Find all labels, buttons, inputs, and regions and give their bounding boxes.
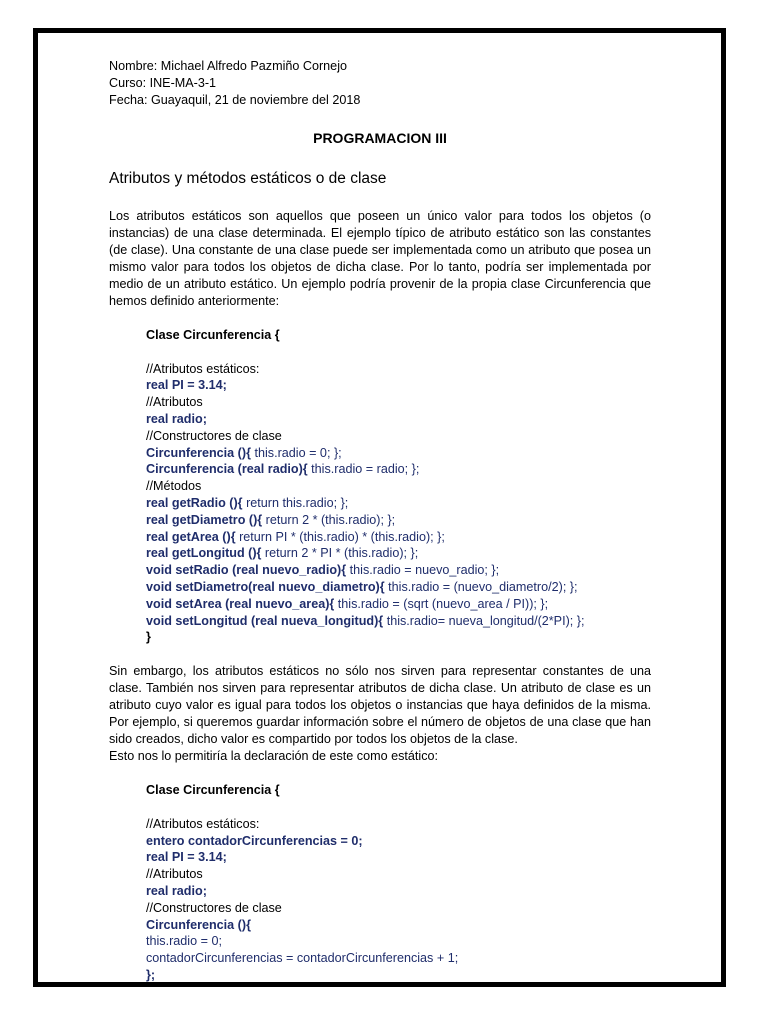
code1-comment-static: //Atributos estáticos: — [146, 361, 260, 376]
code1-line-pi: real PI = 3.14; — [146, 378, 227, 393]
student-name: Nombre: Michael Alfredo Pazmiño Cornejo — [109, 59, 347, 73]
code2-comment-attributes: //Atributos — [146, 867, 203, 882]
code1-line-ctor1: Circunferencia (){ this.radio = 0; }; — [146, 445, 342, 460]
code1-line-radio: real radio; — [146, 411, 207, 426]
code-block-1 — [146, 327, 651, 646]
code2-class-header: Clase Circunferencia { — [146, 783, 280, 798]
code2-line-radio: real radio; — [146, 883, 207, 898]
code1-comment-attributes: //Atributos — [146, 395, 203, 410]
code2-comment-static: //Atributos estáticos: — [146, 816, 260, 831]
code1-closing-brace: } — [146, 630, 151, 645]
code2-line-ctor-body1: this.radio = 0; — [146, 934, 222, 949]
section-title: Atributos y métodos estáticos o de clase — [109, 170, 387, 187]
document-title: PROGRAMACION III — [313, 130, 447, 146]
paragraph-static-attributes-last: Esto nos lo permitiría la declaración de este como estático: — [109, 749, 438, 764]
code1-line-getradio: real getRadio (){ return this.radio; }; — [146, 495, 349, 510]
paragraph-static-attributes — [109, 663, 651, 765]
code1-line-setradio: void setRadio (real nuevo_radio){ this.radio = nuevo_radio; }; — [146, 563, 500, 578]
header-block — [109, 58, 651, 109]
code1-line-getdiametro: real getDiametro (){ return 2 * (this.radio); }; — [146, 512, 396, 527]
code1-line-getarea: real getArea (){ return PI * (this.radio) * (this.radio); }; — [146, 529, 445, 544]
code1-line-setarea: void setArea (real nuevo_area){ this.radio = (sqrt (nuevo_area / PI)); }; — [146, 596, 549, 611]
code2-line-ctor-body2: contadorCircunferencias = contadorCircunferencias + 1; — [146, 951, 459, 966]
document-body — [109, 58, 651, 984]
code1-class-header: Clase Circunferencia { — [146, 328, 280, 342]
code1-line-setlongitud: void setLongitud (real nueva_longitud){ this.radio= nueva_longitud/(2*PI); }; — [146, 613, 585, 628]
code1-comment-constructors: //Constructores de clase — [146, 428, 282, 443]
paragraph-intro: Los atributos estáticos son aquellos que poseen un único valor para todos los objetos (o instancias) de una clase determinada. El ejemplo típico de atributo estático son las constantes (de clase). Una constante de una clase puede ser implementada como un atributo que posea un mismo valor para todos los objetos de dicha clase. Por lo tanto, podría ser implementada por medio de un atributo estático. Un ejemplo podría provenir de la propia clase Circunferencia que hemos definido anteriormente: — [109, 209, 651, 308]
code1-line-setdiametro: void setDiametro(real nuevo_diametro){ this.radio = (nuevo_diametro/2); }; — [146, 579, 578, 594]
code2-line-ctor-end: }; — [146, 967, 156, 982]
code2-comment-constructors: //Constructores de clase — [146, 900, 282, 915]
code-block-2 — [146, 782, 651, 984]
code1-line-getlongitud: real getLongitud (){ return 2 * PI * (this.radio); }; — [146, 546, 419, 561]
paragraph-static-attributes-body: Sin embargo, los atributos estáticos no sólo nos sirven para representar constantes de una clase. También nos sirven para representar atributos de dicha clase. Un atributo de clase es un atributo cuyo valor es igual para todos los objetos o instancias que haya definidos de la misma. Por ejemplo, si queremos guardar información sobre el número de objetos de una clase que han sido creados, dicho valor es compartido por todos los objetos de la clase. — [109, 664, 651, 747]
code1-comment-methods: //Métodos — [146, 479, 202, 494]
code2-line-contador: entero contadorCircunferencias = 0; — [146, 833, 363, 848]
course: Curso: INE-MA-3-1 — [109, 76, 217, 90]
code2-line-ctor-signature: Circunferencia (){ — [146, 917, 251, 932]
code1-line-ctor2: Circunferencia (real radio){ this.radio = radio; }; — [146, 462, 420, 477]
date: Fecha: Guayaquil, 21 de noviembre del 2018 — [109, 93, 361, 107]
code2-line-pi: real PI = 3.14; — [146, 850, 227, 865]
